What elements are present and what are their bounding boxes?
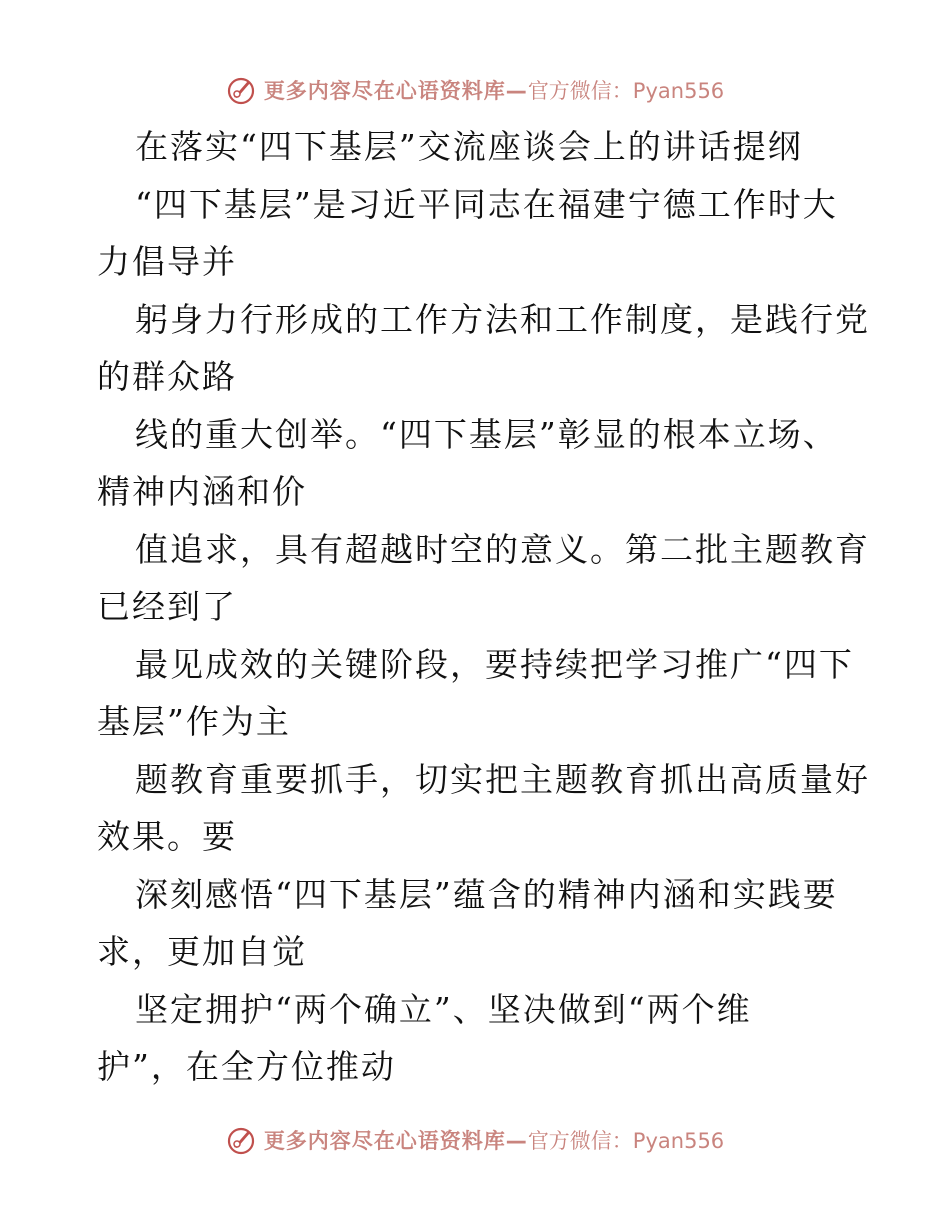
watermark-contact: 官方微信：Pyan556: [527, 1129, 725, 1153]
quill-seal-icon: [226, 75, 256, 105]
document-line: 深刻感悟“四下基层”蕴含的精神内涵和实践要: [135, 874, 838, 914]
quill-seal-icon: [226, 1125, 256, 1155]
document-line: “四下基层”是习近平同志在福建宁德工作时大: [135, 184, 838, 224]
watermark-text: 更多内容尽在心语资料库—官方微信：Pyan556: [263, 79, 725, 103]
document-line: 值追求，具有超越时空的意义。第二批主题教育: [135, 529, 870, 569]
document-line: 护”，在全方位推动: [97, 1047, 396, 1086]
header-watermark: [0, 70, 950, 110]
document-body: [97, 118, 870, 1096]
document-line: 的群众路: [97, 357, 237, 396]
document-line: 坚定拥护“两个确立”、坚决做到“两个维: [135, 989, 752, 1029]
document-line: 在落实“四下基层”交流座谈会上的讲话提纲: [135, 127, 803, 166]
document-line: 已经到了: [97, 587, 237, 626]
document-line: 基层”作为主: [97, 702, 291, 741]
document-line: 力倡导并: [97, 242, 237, 281]
document-line: 躬身力行形成的工作方法和工作制度，是践行党: [135, 299, 870, 339]
document-line: 最见成效的关键阶段，要持续把学习推广“四下: [135, 644, 854, 684]
document-line: 效果。要: [97, 817, 237, 856]
document-line: 求，更加自觉: [97, 932, 307, 971]
document-line: 精神内涵和价: [97, 472, 307, 511]
document-line: 题教育重要抓手，切实把主题教育抓出高质量好: [135, 759, 870, 799]
footer-watermark: [0, 1120, 950, 1160]
watermark-contact: 官方微信：Pyan556: [527, 79, 725, 103]
document-line: 线的重大创举。“四下基层”彰显的根本立场、: [135, 414, 838, 454]
watermark-text: 更多内容尽在心语资料库—官方微信：Pyan556: [263, 1129, 725, 1153]
